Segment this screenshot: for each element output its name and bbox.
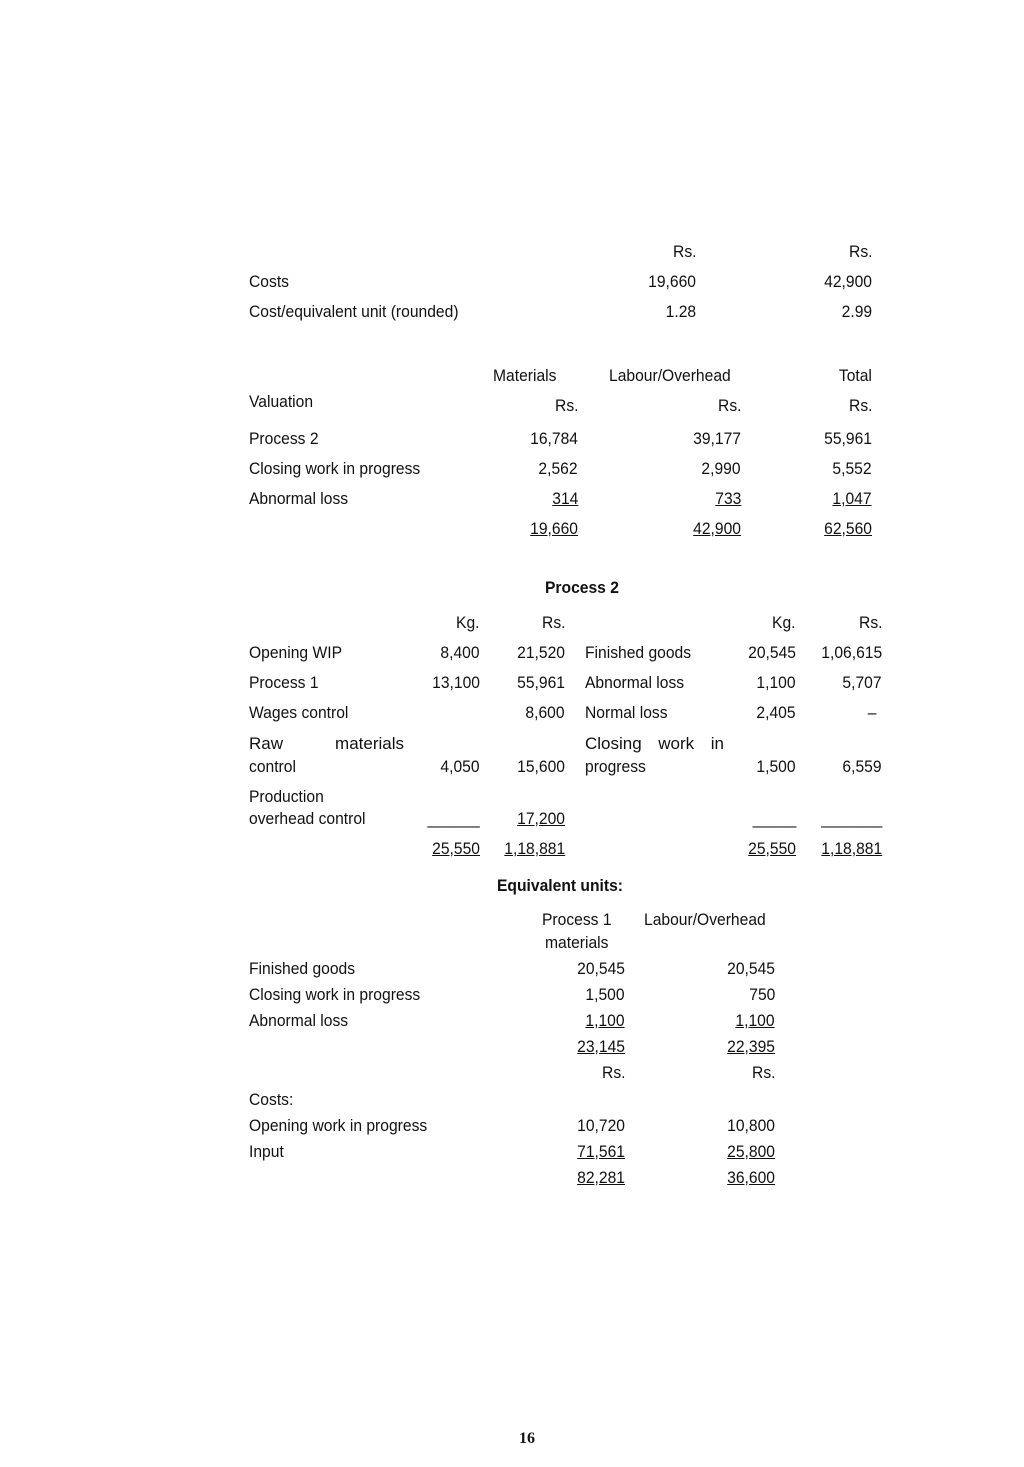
total-kg-right: 25,550 bbox=[748, 839, 796, 858]
cell-value: 733 bbox=[714, 489, 741, 508]
costs-label: Costs: bbox=[249, 1090, 294, 1109]
total-value: 62,560 bbox=[824, 519, 872, 538]
debit-rs: 15,600 bbox=[517, 757, 565, 776]
credit-rs-rule: _______ bbox=[821, 809, 882, 828]
total-value: 22,395 bbox=[727, 1037, 775, 1056]
credit-kg: 1,100 bbox=[756, 673, 796, 692]
debit-label-cont: control bbox=[249, 757, 296, 776]
cell-value: 1,100 bbox=[585, 1011, 625, 1030]
kg-header-left: Kg. bbox=[456, 613, 480, 632]
credit-label-cont: progress bbox=[585, 757, 646, 776]
row-label: Abnormal loss bbox=[249, 489, 349, 508]
cell-value: 1.28 bbox=[665, 302, 696, 321]
cell-value: 71,561 bbox=[577, 1142, 625, 1161]
col-header-process1: Process 1 bbox=[542, 910, 612, 929]
cell-value: 10,720 bbox=[577, 1116, 625, 1135]
cell-value: 42,900 bbox=[824, 272, 872, 291]
credit-rs: 6,559 bbox=[842, 757, 882, 776]
debit-kg: 4,050 bbox=[440, 757, 480, 776]
debit-rs: 8,600 bbox=[525, 703, 565, 722]
rs-header-1: Rs. bbox=[672, 242, 696, 261]
valuation-label: Valuation bbox=[249, 392, 314, 411]
total-value: 23,145 bbox=[577, 1037, 625, 1056]
total-rs-left: 1,18,881 bbox=[504, 839, 565, 858]
row-label: Closing work in progress bbox=[249, 985, 421, 1004]
row-label: Closing work in progress bbox=[249, 459, 421, 478]
debit-kg: 8,400 bbox=[440, 643, 480, 662]
row-label: Finished goods bbox=[249, 959, 356, 978]
unit-label: Rs. bbox=[554, 396, 578, 415]
cell-value: 314 bbox=[551, 489, 578, 508]
col-header-total: Total bbox=[838, 366, 872, 385]
total-value: 19,660 bbox=[530, 519, 578, 538]
debit-rs: 17,200 bbox=[517, 809, 565, 828]
credit-label: Abnormal loss bbox=[585, 673, 685, 692]
row-label: Opening work in progress bbox=[249, 1116, 428, 1135]
credit-rs: – bbox=[867, 703, 876, 722]
credit-kg: 2,405 bbox=[756, 703, 796, 722]
row-label: Input bbox=[249, 1142, 284, 1161]
cell-value: 5,552 bbox=[832, 459, 872, 478]
debit-label: Opening WIP bbox=[249, 643, 343, 662]
cell-value: 1,500 bbox=[585, 985, 625, 1004]
section-title: Equivalent units: bbox=[497, 876, 624, 895]
col-header-labour-overhead: Labour/Overhead bbox=[609, 366, 731, 385]
cell-value: 19,660 bbox=[648, 272, 696, 291]
cell-value: 25,800 bbox=[727, 1142, 775, 1161]
total-value: 36,600 bbox=[727, 1168, 775, 1187]
total-kg-left: 25,550 bbox=[432, 839, 480, 858]
row-label: Process 2 bbox=[249, 429, 319, 448]
credit-label: Closing work in bbox=[585, 734, 724, 753]
credit-label: Finished goods bbox=[585, 643, 692, 662]
debit-label: Production bbox=[249, 787, 324, 806]
credit-rs: 5,707 bbox=[842, 673, 882, 692]
unit-label: Rs. bbox=[848, 396, 872, 415]
rs-header-left: Rs. bbox=[541, 613, 565, 632]
total-value: 42,900 bbox=[693, 519, 741, 538]
debit-label: Process 1 bbox=[249, 673, 319, 692]
credit-kg: 20,545 bbox=[748, 643, 796, 662]
cell-value: 1,100 bbox=[735, 1011, 775, 1030]
debit-kg-rule: ______ bbox=[427, 809, 480, 828]
credit-kg-rule: _____ bbox=[752, 809, 796, 828]
debit-label: Wages control bbox=[249, 703, 349, 722]
unit-label: Rs. bbox=[601, 1063, 625, 1082]
cell-value: 20,545 bbox=[727, 959, 775, 978]
cell-value: 750 bbox=[748, 985, 775, 1004]
cell-value: 2,990 bbox=[701, 459, 741, 478]
rs-header-2: Rs. bbox=[848, 242, 872, 261]
rs-header-right: Rs. bbox=[858, 613, 882, 632]
unit-label: Rs. bbox=[751, 1063, 775, 1082]
row-label: Abnormal loss bbox=[249, 1011, 349, 1030]
col-header-materials: Materials bbox=[493, 366, 557, 385]
row-label: Cost/equivalent unit (rounded) bbox=[249, 302, 459, 321]
page-number: 16 bbox=[519, 1430, 535, 1447]
debit-rs: 21,520 bbox=[517, 643, 565, 662]
total-value: 82,281 bbox=[577, 1168, 625, 1187]
cell-value: 2,562 bbox=[538, 459, 578, 478]
debit-label: Raw materials bbox=[249, 734, 404, 753]
total-rs-right: 1,18,881 bbox=[821, 839, 882, 858]
cell-value: 55,961 bbox=[824, 429, 872, 448]
col-header-labour-overhead: Labour/Overhead bbox=[644, 910, 766, 929]
cell-value: 2.99 bbox=[841, 302, 872, 321]
col-header-process1-cont: materials bbox=[545, 933, 609, 952]
credit-kg: 1,500 bbox=[756, 757, 796, 776]
cell-value: 20,545 bbox=[577, 959, 625, 978]
row-label: Costs bbox=[249, 272, 289, 291]
credit-rs: 1,06,615 bbox=[821, 643, 882, 662]
cell-value: 39,177 bbox=[693, 429, 741, 448]
unit-label: Rs. bbox=[717, 396, 741, 415]
cell-value: 10,800 bbox=[727, 1116, 775, 1135]
debit-label-cont: overhead control bbox=[249, 809, 366, 828]
kg-header-right: Kg. bbox=[772, 613, 796, 632]
debit-kg: 13,100 bbox=[432, 673, 480, 692]
cell-value: 16,784 bbox=[530, 429, 578, 448]
cell-value: 1,047 bbox=[832, 489, 872, 508]
section-title: Process 2 bbox=[545, 578, 619, 597]
debit-rs: 55,961 bbox=[517, 673, 565, 692]
credit-label: Normal loss bbox=[585, 703, 668, 722]
